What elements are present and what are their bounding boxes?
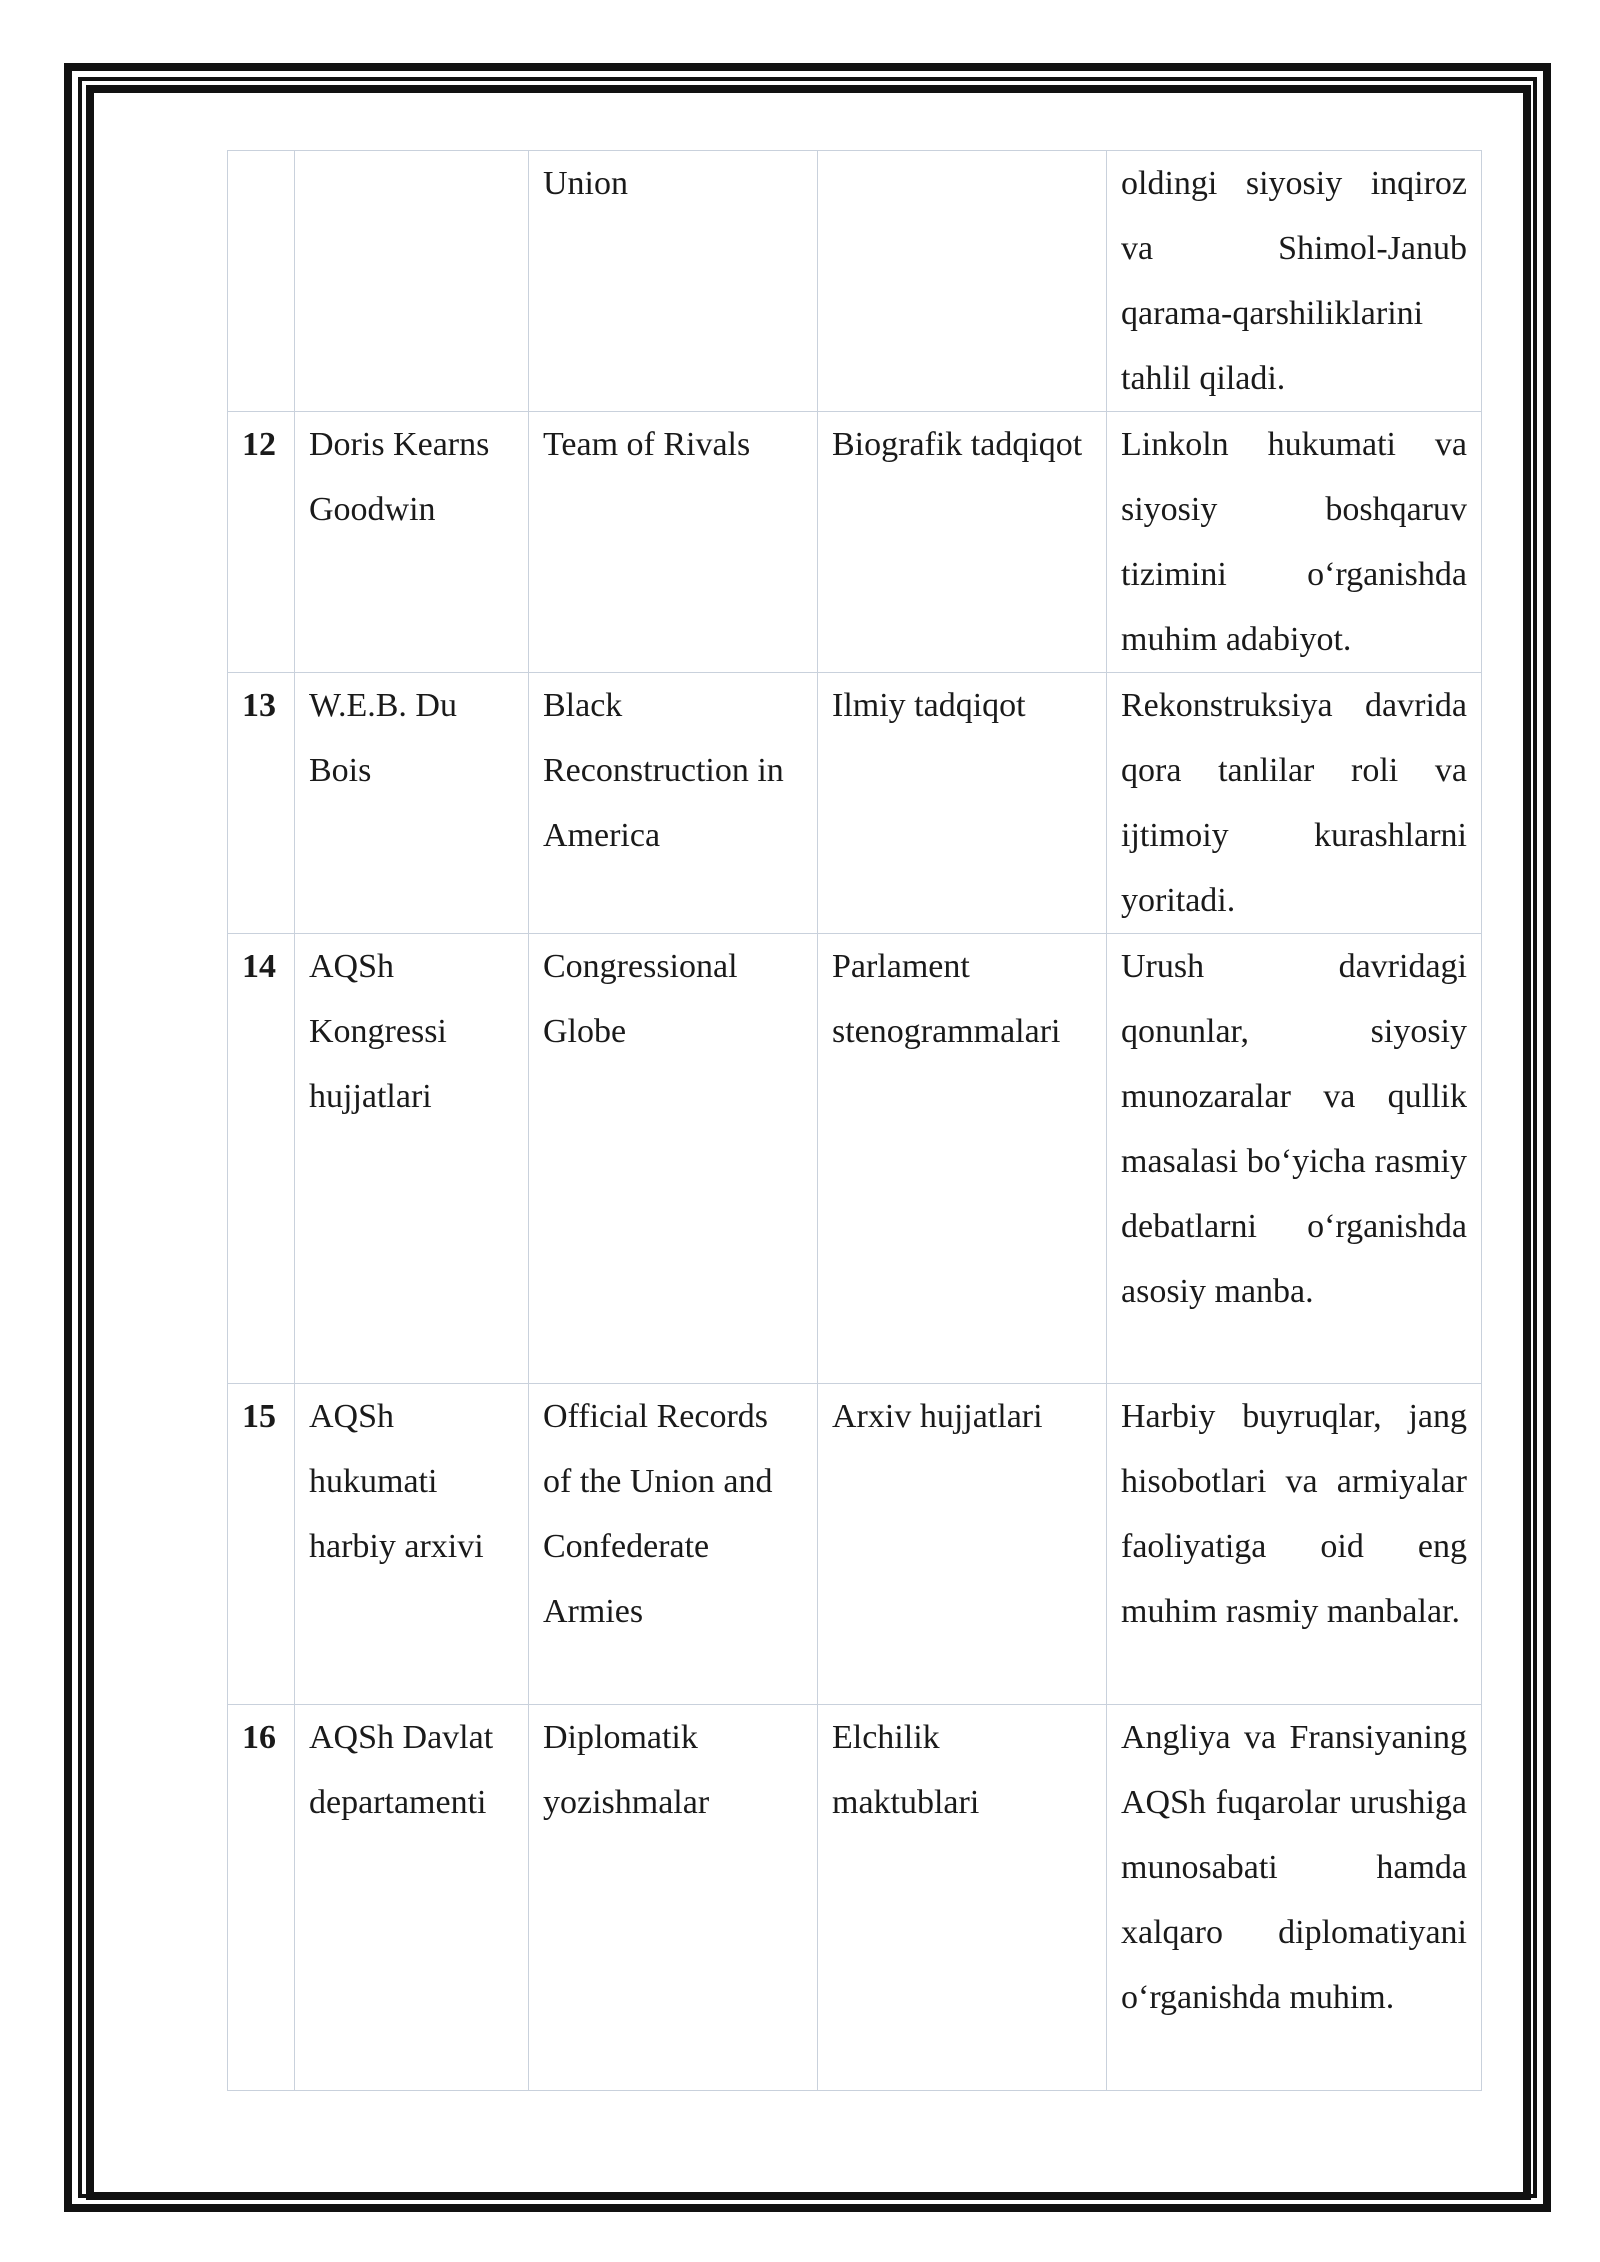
author-cell: AQSh hukumati harbiy arxivi: [295, 1384, 529, 1705]
description-cell: oldingi siyosiy inqiroz va Shimol-Janub qarama-qarshiliklarini tahlil qiladi.: [1107, 151, 1482, 412]
table-row: [228, 934, 1482, 1384]
title-cell: Official Records of the Union and Confederate Armies: [529, 1384, 818, 1705]
row-number: 16: [228, 1705, 295, 2091]
row-number: 13: [228, 673, 295, 934]
author-cell: AQSh Kongressi hujjatlari: [295, 934, 529, 1384]
row-number: 14: [228, 934, 295, 1384]
table-row: [228, 151, 1482, 412]
description-cell: Linkoln hukumati va siyosiy boshqaruv tizimini o‘rganishda muhim adabiyot.: [1107, 412, 1482, 673]
description-cell: Angliya va Fransiyaning AQSh fuqarolar urushiga munosabati hamda xalqaro diplomatiyani o‘rganishda muhim.: [1107, 1705, 1482, 2091]
source-type-cell: Arxiv hujjatlari: [818, 1384, 1107, 1705]
author-cell: W.E.B. Du Bois: [295, 673, 529, 934]
table-row: [228, 673, 1482, 934]
source-type-cell: [818, 151, 1107, 412]
title-cell: Team of Rivals: [529, 412, 818, 673]
author-cell: AQSh Davlat departamenti: [295, 1705, 529, 2091]
source-type-cell: Ilmiy tadqiqot: [818, 673, 1107, 934]
row-number: 15: [228, 1384, 295, 1705]
sources-table: [227, 150, 1482, 2091]
description-cell: Harbiy buyruqlar, jang hisobotlari va armiyalar faoliyatiga oid eng muhim rasmiy manbalar.: [1107, 1384, 1482, 1705]
row-number: 12: [228, 412, 295, 673]
author-cell: [295, 151, 529, 412]
title-cell: Congressional Globe: [529, 934, 818, 1384]
title-cell: Diplomatik yozishmalar: [529, 1705, 818, 2091]
table-row: [228, 412, 1482, 673]
row-number: [228, 151, 295, 412]
table-row: [228, 1384, 1482, 1705]
title-cell: Union: [529, 151, 818, 412]
description-cell: Rekonstruksiya davrida qora tanlilar roli va ijtimoiy kurashlarni yoritadi.: [1107, 673, 1482, 934]
source-type-cell: Parlament stenogrammalari: [818, 934, 1107, 1384]
source-type-cell: Elchilik maktublari: [818, 1705, 1107, 2091]
description-cell: Urush davridagi qonunlar, siyosiy munozaralar va qullik masalasi bo‘yicha rasmiy debatlarni o‘rganishda asosiy manba.: [1107, 934, 1482, 1384]
author-cell: Doris Kearns Goodwin: [295, 412, 529, 673]
title-cell: Black Reconstruction in America: [529, 673, 818, 934]
source-type-cell: Biografik tadqiqot: [818, 412, 1107, 673]
table-row: [228, 1705, 1482, 2091]
